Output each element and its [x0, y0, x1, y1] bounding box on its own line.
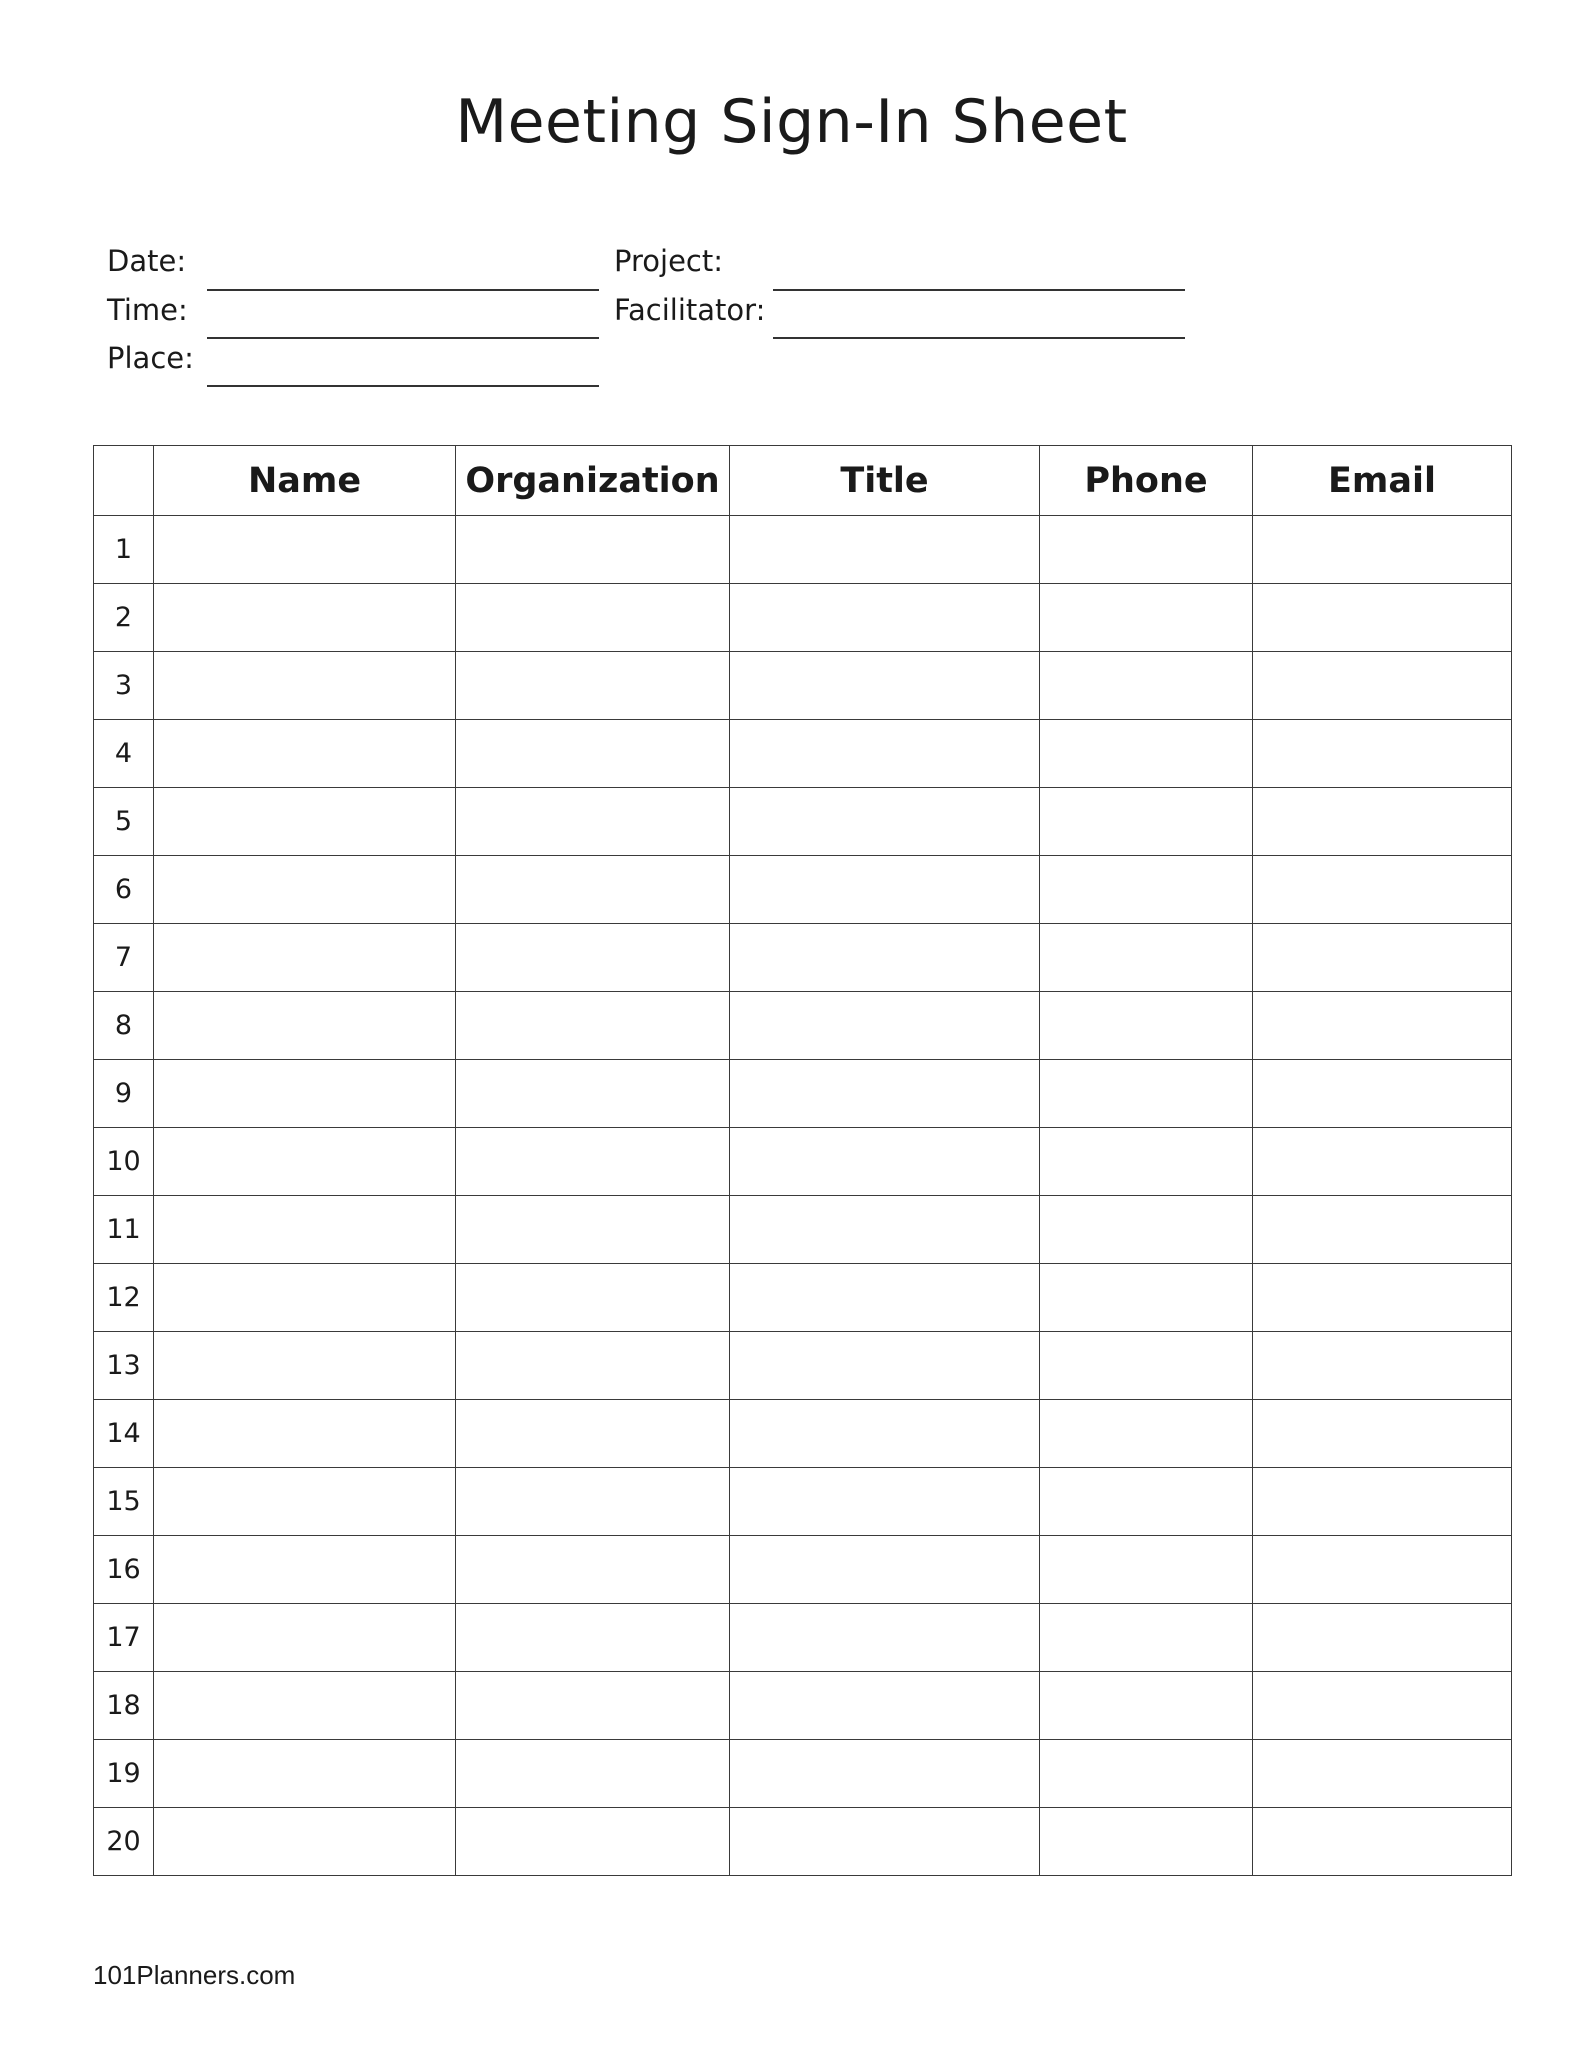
name-cell[interactable]	[154, 652, 456, 720]
table-row	[94, 1196, 1512, 1264]
row-number: 10	[94, 1128, 154, 1196]
time-label: Time:	[107, 293, 188, 327]
organization-cell[interactable]	[456, 1332, 730, 1400]
phone-cell[interactable]	[1040, 1332, 1253, 1400]
table-row	[94, 1264, 1512, 1332]
name-cell[interactable]	[154, 1536, 456, 1604]
row-number: 3	[94, 652, 154, 720]
email-cell[interactable]	[1253, 856, 1512, 924]
row-number: 1	[94, 516, 154, 584]
title-cell[interactable]	[730, 924, 1040, 992]
row-number: 16	[94, 1536, 154, 1604]
email-cell[interactable]	[1253, 652, 1512, 720]
phone-cell[interactable]	[1040, 992, 1253, 1060]
email-cell[interactable]	[1253, 584, 1512, 652]
table-row	[94, 1128, 1512, 1196]
email-cell[interactable]	[1253, 1264, 1512, 1332]
title-cell[interactable]	[730, 1604, 1040, 1672]
title-cell[interactable]	[730, 1128, 1040, 1196]
organization-cell[interactable]	[456, 924, 730, 992]
title-cell[interactable]	[730, 1740, 1040, 1808]
email-cell[interactable]	[1253, 1536, 1512, 1604]
organization-cell[interactable]	[456, 1740, 730, 1808]
table-row	[94, 992, 1512, 1060]
email-cell[interactable]	[1253, 924, 1512, 992]
email-cell[interactable]	[1253, 1128, 1512, 1196]
column-header-title: Title	[730, 446, 1040, 516]
row-number: 18	[94, 1672, 154, 1740]
table-row	[94, 1604, 1512, 1672]
row-number: 5	[94, 788, 154, 856]
table-row	[94, 924, 1512, 992]
name-cell[interactable]	[154, 1400, 456, 1468]
organization-cell[interactable]	[456, 1468, 730, 1536]
project-field[interactable]	[773, 289, 1185, 291]
table-header-row	[94, 446, 1512, 516]
row-number: 8	[94, 992, 154, 1060]
title-cell[interactable]	[730, 1536, 1040, 1604]
title-cell[interactable]	[730, 1468, 1040, 1536]
row-number: 7	[94, 924, 154, 992]
phone-cell[interactable]	[1040, 1604, 1253, 1672]
phone-cell[interactable]	[1040, 1468, 1253, 1536]
name-cell[interactable]	[154, 1128, 456, 1196]
email-cell[interactable]	[1253, 1740, 1512, 1808]
organization-cell[interactable]	[456, 652, 730, 720]
email-cell[interactable]	[1253, 1604, 1512, 1672]
table-row	[94, 720, 1512, 788]
date-label: Date:	[107, 244, 187, 278]
phone-cell[interactable]	[1040, 1128, 1253, 1196]
title-cell[interactable]	[730, 720, 1040, 788]
phone-cell[interactable]	[1040, 924, 1253, 992]
row-number: 9	[94, 1060, 154, 1128]
name-cell[interactable]	[154, 1060, 456, 1128]
facilitator-label: Facilitator:	[614, 293, 766, 327]
row-number: 11	[94, 1196, 154, 1264]
phone-cell[interactable]	[1040, 1400, 1253, 1468]
email-cell[interactable]	[1253, 1808, 1512, 1876]
organization-cell[interactable]	[456, 1196, 730, 1264]
email-cell[interactable]	[1253, 720, 1512, 788]
row-number: 13	[94, 1332, 154, 1400]
organization-cell[interactable]	[456, 1400, 730, 1468]
phone-cell[interactable]	[1040, 1740, 1253, 1808]
table-row	[94, 788, 1512, 856]
row-number: 6	[94, 856, 154, 924]
facilitator-field[interactable]	[773, 337, 1185, 339]
phone-cell[interactable]	[1040, 516, 1253, 584]
organization-cell[interactable]	[456, 1808, 730, 1876]
column-header-number	[94, 446, 154, 516]
title-cell[interactable]	[730, 1808, 1040, 1876]
phone-cell[interactable]	[1040, 1808, 1253, 1876]
name-cell[interactable]	[154, 1740, 456, 1808]
table-row	[94, 516, 1512, 584]
email-cell[interactable]	[1253, 516, 1512, 584]
phone-cell[interactable]	[1040, 652, 1253, 720]
row-number: 17	[94, 1604, 154, 1672]
place-field[interactable]	[207, 385, 599, 387]
email-cell[interactable]	[1253, 1060, 1512, 1128]
phone-cell[interactable]	[1040, 584, 1253, 652]
table-row	[94, 1400, 1512, 1468]
table-row	[94, 1060, 1512, 1128]
name-cell[interactable]	[154, 1196, 456, 1264]
organization-cell[interactable]	[456, 1128, 730, 1196]
email-cell[interactable]	[1253, 1672, 1512, 1740]
table-row	[94, 1536, 1512, 1604]
organization-cell[interactable]	[456, 720, 730, 788]
organization-cell[interactable]	[456, 1604, 730, 1672]
name-cell[interactable]	[154, 1604, 456, 1672]
phone-cell[interactable]	[1040, 1060, 1253, 1128]
footer-brand: 101Planners.com	[93, 1960, 296, 1990]
name-cell[interactable]	[154, 720, 456, 788]
name-cell[interactable]	[154, 1332, 456, 1400]
table-row	[94, 856, 1512, 924]
title-cell[interactable]	[730, 1060, 1040, 1128]
sign-in-table	[93, 445, 1512, 1876]
name-cell[interactable]	[154, 992, 456, 1060]
name-cell[interactable]	[154, 856, 456, 924]
email-cell[interactable]	[1253, 1196, 1512, 1264]
title-cell[interactable]	[730, 1264, 1040, 1332]
time-field[interactable]	[207, 337, 599, 339]
phone-cell[interactable]	[1040, 1672, 1253, 1740]
title-cell[interactable]	[730, 652, 1040, 720]
column-header-organization: Organization	[456, 446, 730, 516]
row-number: 15	[94, 1468, 154, 1536]
column-header-name: Name	[154, 446, 456, 516]
phone-cell[interactable]	[1040, 1264, 1253, 1332]
email-cell[interactable]	[1253, 992, 1512, 1060]
organization-cell[interactable]	[456, 1536, 730, 1604]
name-cell[interactable]	[154, 1808, 456, 1876]
organization-cell[interactable]	[456, 1264, 730, 1332]
place-label: Place:	[107, 341, 194, 375]
name-cell[interactable]	[154, 1264, 456, 1332]
email-cell[interactable]	[1253, 1468, 1512, 1536]
organization-cell[interactable]	[456, 1060, 730, 1128]
organization-cell[interactable]	[456, 516, 730, 584]
organization-cell[interactable]	[456, 1672, 730, 1740]
title-cell[interactable]	[730, 1672, 1040, 1740]
name-cell[interactable]	[154, 1672, 456, 1740]
row-number: 2	[94, 584, 154, 652]
email-cell[interactable]	[1253, 1400, 1512, 1468]
title-cell[interactable]	[730, 1400, 1040, 1468]
organization-cell[interactable]	[456, 584, 730, 652]
page-title: Meeting Sign-In Sheet	[455, 87, 1128, 157]
email-cell[interactable]	[1253, 1332, 1512, 1400]
name-cell[interactable]	[154, 924, 456, 992]
name-cell[interactable]	[154, 516, 456, 584]
table-row	[94, 1332, 1512, 1400]
date-field[interactable]	[207, 289, 599, 291]
row-number: 20	[94, 1808, 154, 1876]
name-cell[interactable]	[154, 788, 456, 856]
organization-cell[interactable]	[456, 992, 730, 1060]
title-cell[interactable]	[730, 516, 1040, 584]
phone-cell[interactable]	[1040, 1536, 1253, 1604]
phone-cell[interactable]	[1040, 788, 1253, 856]
title-cell[interactable]	[730, 1332, 1040, 1400]
title-cell[interactable]	[730, 584, 1040, 652]
column-header-email: Email	[1253, 446, 1512, 516]
phone-cell[interactable]	[1040, 856, 1253, 924]
table-row	[94, 652, 1512, 720]
phone-cell[interactable]	[1040, 1196, 1253, 1264]
table-row	[94, 1740, 1512, 1808]
row-number: 12	[94, 1264, 154, 1332]
title-cell[interactable]	[730, 788, 1040, 856]
table-row	[94, 584, 1512, 652]
row-number: 4	[94, 720, 154, 788]
name-cell[interactable]	[154, 1468, 456, 1536]
table-row	[94, 1672, 1512, 1740]
phone-cell[interactable]	[1040, 720, 1253, 788]
row-number: 19	[94, 1740, 154, 1808]
table-row	[94, 1468, 1512, 1536]
title-cell[interactable]	[730, 992, 1040, 1060]
row-number: 14	[94, 1400, 154, 1468]
name-cell[interactable]	[154, 584, 456, 652]
organization-cell[interactable]	[456, 788, 730, 856]
table-row	[94, 1808, 1512, 1876]
organization-cell[interactable]	[456, 856, 730, 924]
title-cell[interactable]	[730, 1196, 1040, 1264]
title-cell[interactable]	[730, 856, 1040, 924]
email-cell[interactable]	[1253, 788, 1512, 856]
column-header-phone: Phone	[1040, 446, 1253, 516]
project-label: Project:	[614, 244, 723, 278]
